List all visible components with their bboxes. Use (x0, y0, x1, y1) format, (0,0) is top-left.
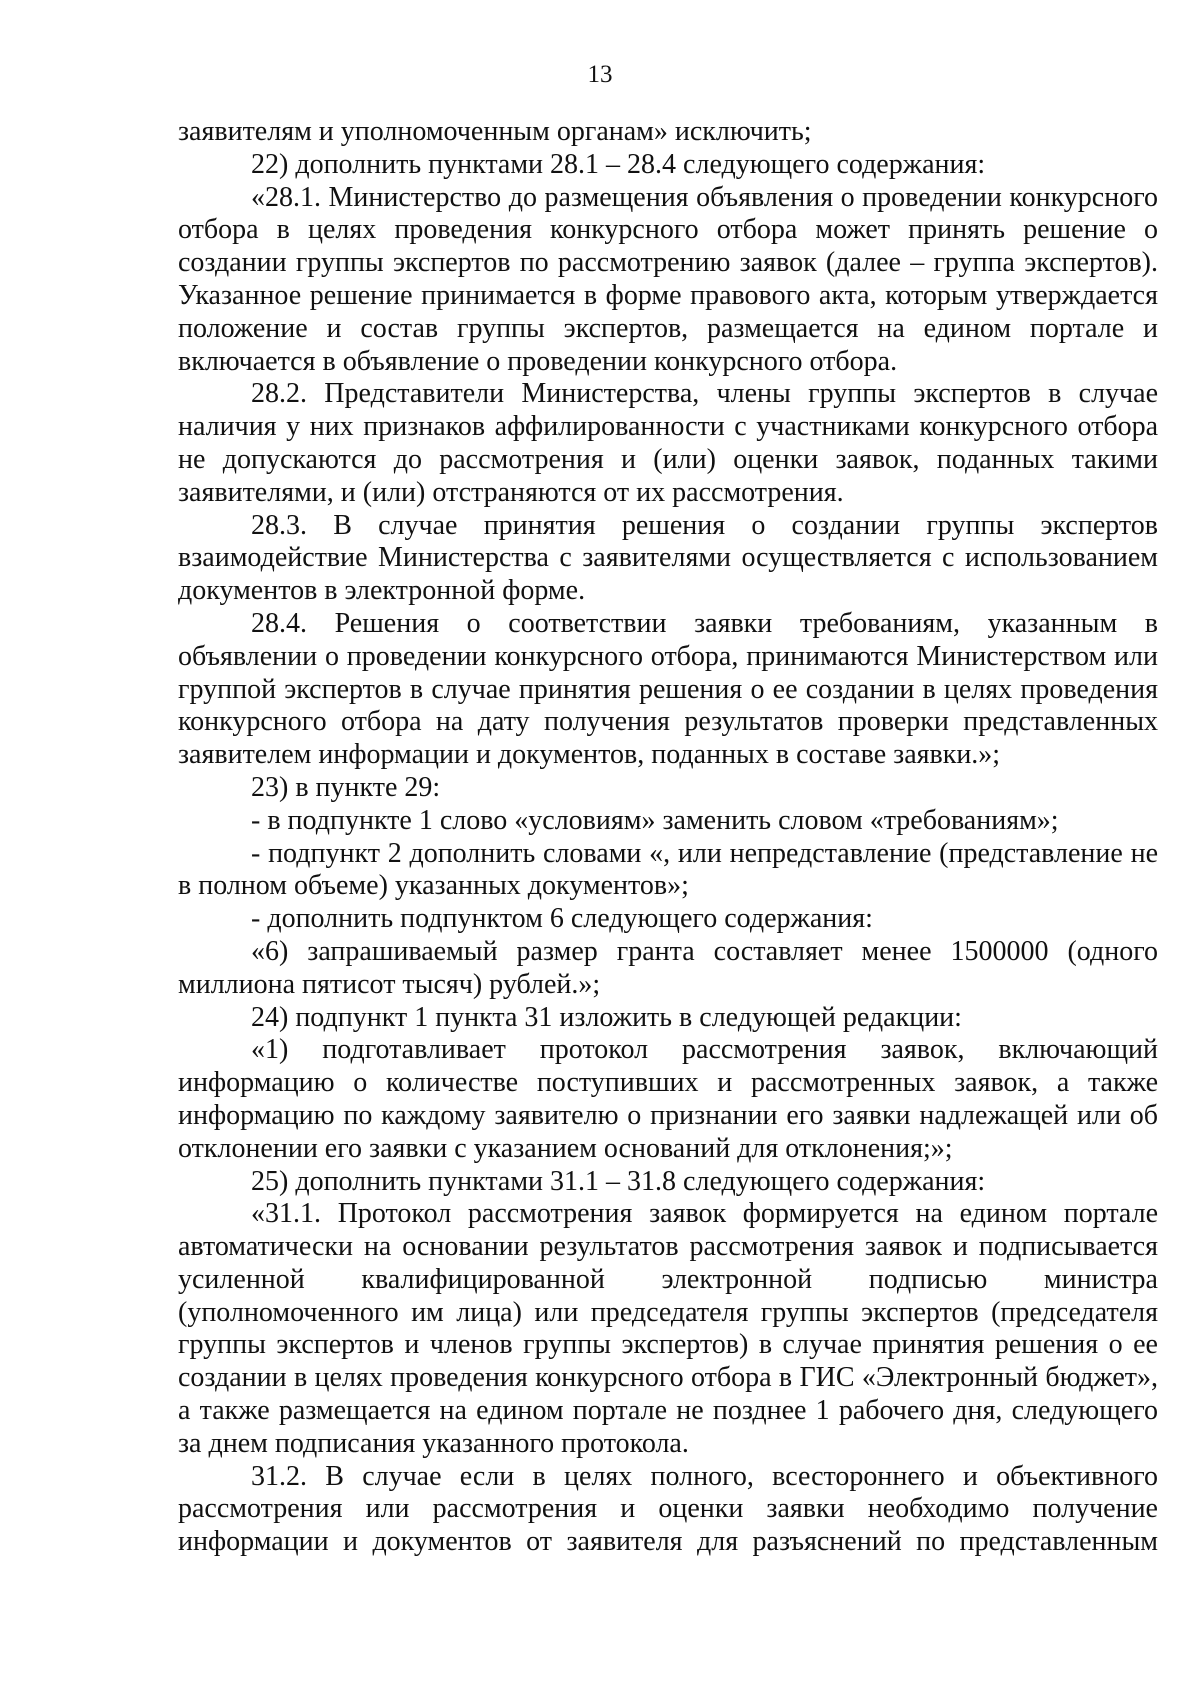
paragraph-28-1: «28.1. Министерство до размещения объявления о проведении конкурсного отбора в целях проведения конкурсного отбора может принять решение о создании группы экспертов по рассмотрению заявок (далее – группа экспертов). Указанное решение принимается в форме правового акта, которым утверждается положение и состав группы экспертов, размещается на едином портале и включается в объявление о проведении конкурсного отбора. (178, 181, 1158, 377)
paragraph-item-25: 25) дополнить пунктами 31.1 – 31.8 следующего содержания: (251, 1165, 986, 1197)
paragraph-28-4: 28.4. Решения о соответствии заявки требованиям, указанным в объявлении о проведении конкурсного отбора, принимаются Министерством или группой экспертов в случае принятия решения о ее создании в целях проведения конкурсного отбора на дату получения результатов проверки представленных заявителем информации и документов, поданных в составе заявки.»; (178, 607, 1158, 771)
paragraph-28-2: 28.2. Представители Министерства, члены группы экспертов в случае наличия у них признаков аффилированности с участниками конкурсного отбора не допускаются до рассмотрения и (или) оценки заявок, поданных такими заявителями, и (или) отстраняются от их рассмотрения. (178, 378, 1158, 508)
paragraph-31-2: 31.2. В случае если в целях полного, всестороннего и объективного рассмотрения или рассмотрения и оценки заявки необходимо получение информации и документов от заявителя для разъяснений по представленным (178, 1460, 1158, 1558)
paragraph-item-24: 24) подпункт 1 пункта 31 изложить в следующей редакции: (251, 1001, 962, 1033)
paragraph-continuation: заявителям и уполномоченным органам» исключить; (178, 116, 812, 147)
paragraph-subitem-1-new: «1) подготавливает протокол рассмотрения заявок, включающий информацию о количестве поступивших и рассмотренных заявок, а также информацию по каждому заявителю о признании его заявки надлежащей или об отклонении его заявки с указанием оснований для отклонения;»; (178, 1034, 1158, 1164)
paragraph-28-3: 28.3. В случае принятия решения о создании группы экспертов взаимодействие Министерства с заявителями осуществляется с использованием документов в электронной форме. (178, 509, 1158, 607)
paragraph-31-1: «31.1. Протокол рассмотрения заявок формируется на едином портале автоматически на основании результатов рассмотрения заявок и подписывается усиленной квалифицированной электронной подписью министра (уполномоченного им лица) или председателя группы экспертов (председателя группы экспертов и членов группы экспертов) в случае принятия решения о ее создании в целях проведения конкурсного отбора в ГИС «Электронный бюджет», а также размещается на едином портале не позднее 1 рабочего дня, следующего за днем подписания указанного протокола. (178, 1198, 1158, 1459)
paragraph-item-23: 23) в пункте 29: (251, 771, 441, 803)
page-number: 13 (587, 61, 613, 88)
paragraph-subitem-6: «6) запрашиваемый размер гранта составляет менее 1500000 (одного миллиона пятисот тысяч) рублей.»; (178, 935, 1158, 1000)
paragraph-item-22: 22) дополнить пунктами 28.1 – 28.4 следующего содержания: (251, 148, 986, 180)
paragraph-subitem-6-intro: - дополнить подпунктом 6 следующего содержания: (251, 903, 873, 935)
document-body (178, 116, 1158, 1559)
paragraph-subitem-2: - подпункт 2 дополнить словами «, или непредставление (представление не в полном объеме) указанных документов»; (178, 837, 1158, 902)
paragraph-subitem-1: - в подпункте 1 слово «условиям» заменить словом «требованиям»; (251, 804, 1059, 836)
